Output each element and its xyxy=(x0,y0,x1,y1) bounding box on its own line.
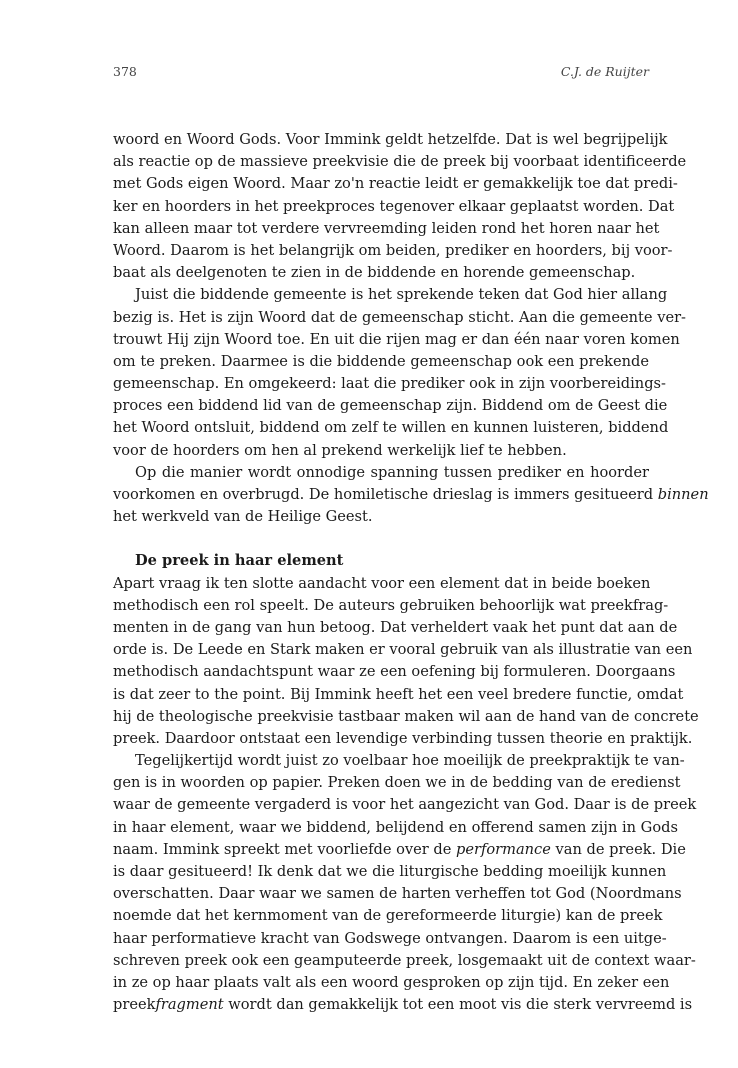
text-line: het werkveld van de Heilige Geest. xyxy=(113,508,373,526)
page-number: 378 xyxy=(113,64,137,79)
text-line: Op die manier wordt onnodige spanning tussen prediker en hoorder xyxy=(135,463,649,481)
text-segment: van de preek. Die xyxy=(550,840,686,858)
text-line: trouwt Hij zijn Woord toe. En uit die rijen mag er dan één naar voren komen xyxy=(113,330,680,348)
text-line xyxy=(113,484,709,506)
text-line: om te preken. Daarmee is die biddende gemeenschap ook een prekende xyxy=(113,352,649,370)
text-line: Tegelijkertijd wordt juist zo voelbaar hoe moeilijk de preekpraktijk te van- xyxy=(135,752,685,770)
text-line: noemde dat het kernmoment van de gereformeerde liturgie) kan de preek xyxy=(113,907,663,925)
italic-term: binnen xyxy=(657,486,709,503)
text-line xyxy=(113,994,693,1016)
text-line xyxy=(113,839,686,861)
text-line: baat als deelgenoten te zien in de biddende en horende gemeenschap. xyxy=(113,264,636,282)
text-line: met Gods eigen Woord. Maar zo'n reactie leidt er gemakkelijk toe dat predi- xyxy=(113,175,678,193)
text-line: als reactie op de massieve preekvisie die de preek bij voorbaat identificeerde xyxy=(113,153,687,171)
text-line: gemeenschap. En omgekeerd: laat die prediker ook in zijn voorbereidings- xyxy=(113,375,666,393)
text-line: waar de gemeente vergaderd is voor het aangezicht van God. Daar is de preek xyxy=(113,796,697,814)
text-line: Woord. Daarom is het belangrijk om beiden, prediker en hoorders, bij voor- xyxy=(113,241,673,259)
text-line: schreven preek ook een geamputeerde preek, losgemaakt uit de context waar- xyxy=(113,951,696,969)
text-line: is dat zeer to the point. Bij Immink heeft het een veel bredere functie, omdat xyxy=(113,685,684,703)
italic-term: performance xyxy=(456,840,551,858)
section-gap xyxy=(113,528,649,550)
text-segment: voorkomen en overbrugd. De homiletische drieslag is immers gesitueerd xyxy=(113,486,658,503)
text-line: kan alleen maar tot verdere vervreemding leiden rond het horen naar het xyxy=(113,219,660,237)
italic-term: fragment xyxy=(155,996,224,1014)
running-head xyxy=(113,64,649,84)
text-line: methodisch een rol speelt. De auteurs gebruiken behoorlijk wat preekfrag- xyxy=(113,596,669,614)
text-line: Apart vraag ik ten slotte aandacht voor een element dat in beide boeken xyxy=(113,574,651,592)
text-line: methodisch aandachtspunt waar ze een oefening bij formuleren. Doorgaans xyxy=(113,663,676,681)
text-line: is daar gesitueerd! Ik denk dat we die liturgische bedding moeilijk kunnen xyxy=(113,863,667,880)
text-line: Juist die biddende gemeente is het sprekende teken dat God hier allang xyxy=(135,286,668,304)
running-head-author: C.J. de Ruijter xyxy=(560,64,649,79)
text-line: preek. Daardoor ontstaat een levendige verbinding tussen theorie en praktijk. xyxy=(113,729,693,747)
text-line: bezig is. Het is zijn Woord dat de gemeenschap sticht. Aan die gemeente ver- xyxy=(113,308,686,326)
text-line: orde is. De Leede en Stark maken er vooral gebruik van als illustratie van een xyxy=(113,641,693,659)
text-line: proces een biddend lid van de gemeenschap zijn. Biddend om de Geest die xyxy=(113,397,668,415)
text-line: overschatten. Daar waar we samen de harten verheffen tot God (Noordmans xyxy=(113,885,682,903)
text-line: haar performatieve kracht van Godswege ontvangen. Daarom is een uitge- xyxy=(113,929,667,947)
text-line: gen is in woorden op papier. Preken doen we in de bedding van de eredienst xyxy=(113,774,681,792)
text-line: ker en hoorders in het preekproces tegenover elkaar geplaatst worden. Dat xyxy=(113,197,675,215)
text-line: in ze op haar plaats valt als een woord gesproken op zijn tijd. En zeker een xyxy=(113,973,670,991)
text-segment: preek xyxy=(113,996,156,1014)
section-heading: De preek in haar element xyxy=(135,552,344,570)
text-line: het Woord ontsluit, biddend om zelf te willen en kunnen luisteren, biddend xyxy=(113,419,669,437)
body-text xyxy=(113,129,709,1016)
text-line: menten in de gang van hun betoog. Dat verheldert vaak het punt dat aan de xyxy=(113,618,678,636)
text-segment: naam. Immink spreekt met voorliefde over de xyxy=(113,840,456,858)
text-line: voor de hoorders om hen al prekend werkelijk lief te hebben. xyxy=(113,441,567,459)
text-segment: wordt dan gemakkelijk tot een moot vis die sterk vervreemd is xyxy=(223,996,693,1014)
text-line: hij de theologische preekvisie tastbaar maken wil aan de hand van de concrete xyxy=(113,707,699,725)
text-line: in haar element, waar we biddend, belijdend en offerend samen zijn in Gods xyxy=(113,818,678,836)
text-line: woord en Woord Gods. Voor Immink geldt hetzelfde. Dat is wel begrijpelijk xyxy=(113,131,668,148)
